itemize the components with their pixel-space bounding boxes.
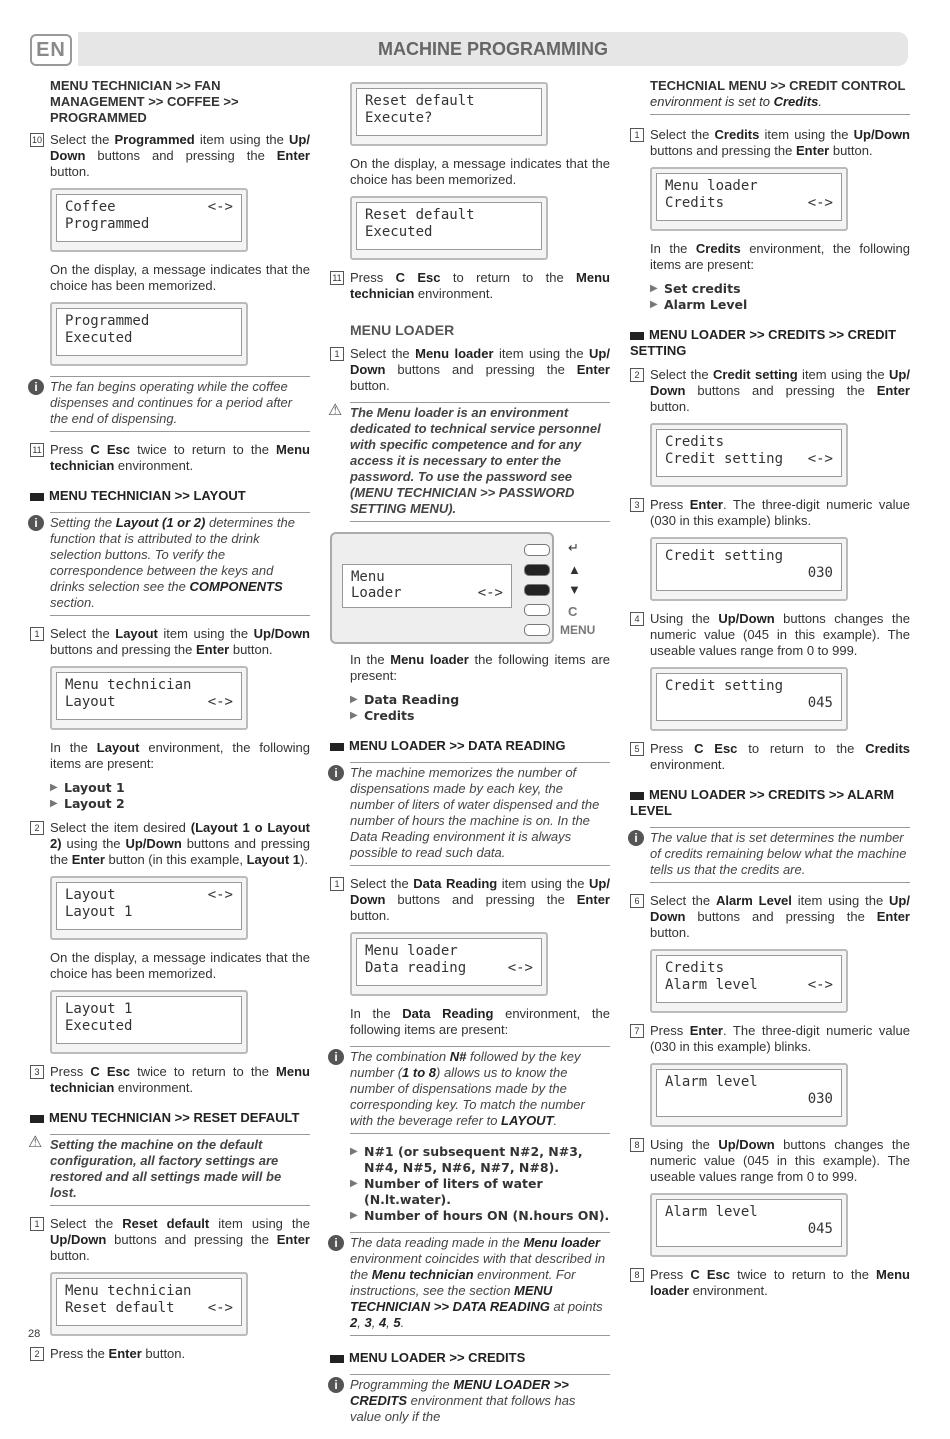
warning-text: Setting the machine on the default configuration, all factory settings are restored and all settings made will be lost. xyxy=(50,1137,282,1200)
panel-display xyxy=(342,564,512,608)
step-number: 11 xyxy=(30,443,44,457)
step-number: 3 xyxy=(30,1065,44,1079)
lcd-line: Credits xyxy=(665,960,725,976)
lcd-line: Reset default xyxy=(365,93,475,109)
step-number: 6 xyxy=(630,894,644,908)
step-number: 3 xyxy=(630,498,644,512)
lcd-display xyxy=(350,932,548,996)
lcd-display xyxy=(50,990,248,1054)
column-3 xyxy=(630,78,910,1307)
heading-text: MENU LOADER >> CREDITS >> CREDIT SETTING xyxy=(630,327,897,358)
section-marker xyxy=(330,1355,344,1363)
step-1: 1 Select the Layout item using the Up/Down buttons and pressing the Enter button. xyxy=(50,626,310,658)
c-label: C xyxy=(568,604,578,619)
arrows-icon: <-> xyxy=(477,585,503,601)
warning-icon: ⚠ xyxy=(328,402,343,419)
lcd-display xyxy=(350,196,548,260)
section-marker xyxy=(330,743,344,751)
lcd-line: Menu technician xyxy=(65,677,192,693)
lcd-value: 030 xyxy=(807,1091,833,1107)
panel-menu-button xyxy=(524,624,550,636)
step-2: 2 Press the Enter button. xyxy=(50,1346,310,1362)
page-title: MACHINE PROGRAMMING xyxy=(78,32,908,66)
loader-intro: In the Menu loader the following items are present: xyxy=(350,652,610,683)
info-icon: i xyxy=(628,830,644,846)
section-heading-alarm-level xyxy=(630,787,910,819)
lcd-line: Credits xyxy=(665,195,725,211)
memorized-text: On the display, a message indicates that the choice has been memorized. xyxy=(50,950,310,981)
arrows-icon: <-> xyxy=(507,960,533,976)
heading-text: MENU TECHNICIAN >> LAYOUT xyxy=(49,488,246,503)
section-heading-credits xyxy=(330,1350,610,1366)
section-heading-layout xyxy=(30,488,310,504)
data-intro: In the Data Reading environment, the following items are present: xyxy=(350,1006,610,1037)
lcd-display xyxy=(350,82,548,146)
step-11: 11 Press C Esc twice to return to the Menu technician environment. xyxy=(50,442,310,474)
arrows-icon: <-> xyxy=(807,977,833,993)
list-item: ▶ Set credits xyxy=(650,281,910,297)
lcd-line: Execute? xyxy=(365,110,433,126)
warning-note xyxy=(28,1134,310,1206)
lcd-line: Credits xyxy=(665,434,725,450)
info-note xyxy=(334,762,610,866)
section-marker xyxy=(630,332,644,340)
step-number: 10 xyxy=(31,135,42,145)
step-number: 11 xyxy=(330,271,344,285)
lcd-value: 045 xyxy=(807,1221,833,1237)
lcd-line: Menu loader xyxy=(665,178,758,194)
lcd-line: Layout xyxy=(65,694,116,710)
list-item: ▶ Number of hours ON (N.hours ON). xyxy=(350,1208,610,1224)
menu-label: MENU xyxy=(560,623,596,637)
info-icon: i xyxy=(28,379,44,395)
heading-text: MENU LOADER >> DATA READING xyxy=(349,738,566,753)
arrows-icon: <-> xyxy=(807,451,833,467)
step-1: 1 Select the Menu loader item using the Up/ Down buttons and pressing the Enter button. xyxy=(350,346,610,394)
step-2: 2 Select the Credit setting item using the Up/ Down buttons and pressing the Enter button. xyxy=(650,367,910,415)
credits-intro: In the Credits environment, the following items are present: xyxy=(650,241,910,272)
list-item: ▶ N#1 (or subsequent N#2, N#3, N#4, N#5, N#6, N#7, N#8). xyxy=(350,1144,610,1176)
list-item: ▶ Layout 1 xyxy=(50,780,310,796)
control-panel-illustration xyxy=(330,532,612,642)
credit-control-note: environment is set to Credits. xyxy=(650,94,910,115)
step-number: 2 xyxy=(30,821,44,835)
lcd-display xyxy=(650,949,848,1013)
step-number: 7 xyxy=(630,1024,644,1038)
arrows-icon: <-> xyxy=(807,195,833,211)
step-11: 11 Press C Esc to return to the Menu technician environment. xyxy=(350,270,610,302)
lcd-line: Menu technician xyxy=(65,1283,192,1299)
step-number: 1 xyxy=(630,128,644,142)
loader-items xyxy=(350,692,610,724)
step-1: 1 Select the Credits item using the Up/Down buttons and pressing the Enter button. xyxy=(650,127,910,159)
heading-text: MENU LOADER >> CREDITS xyxy=(349,1350,526,1365)
lcd-display xyxy=(650,167,848,231)
lcd-line: Menu loader xyxy=(365,943,458,959)
step-4: 4 Using the Up/Down buttons changes the numeric value (045 in this example). The useable values range from 0 to 999. xyxy=(650,611,910,659)
lcd-display xyxy=(650,1193,848,1257)
lcd-line: Credit setting xyxy=(665,451,784,467)
info-icon: i xyxy=(328,1377,344,1393)
lcd-line: Alarm level xyxy=(665,977,758,993)
lcd-line: Programmed xyxy=(65,216,150,232)
section-heading-credit-control: TECHCNIAL MENU >> CREDIT CONTROL xyxy=(650,78,906,93)
credits-items xyxy=(650,281,910,313)
lcd-display xyxy=(50,302,248,366)
lcd-display xyxy=(50,1272,248,1336)
warning-note: ⚠ The Menu loader is an environment dedicated to technical service personnel with specific competence and for any access it is necessary to enter the password. To use the password see (MENU TECHNICIAN >> PASSWORD SETTING MENU). xyxy=(350,402,610,522)
step-number: 2 xyxy=(30,1347,44,1361)
step-8: 8 Using the Up/Down buttons changes the numeric value (045 in this example). The useable values range from 0 to 999. xyxy=(650,1137,910,1185)
lcd-line: Alarm level xyxy=(665,1204,758,1220)
lcd-line: Programmed xyxy=(65,313,150,329)
lcd-line: Reset default xyxy=(365,207,475,223)
info-note xyxy=(34,376,310,432)
step-number: 8 xyxy=(630,1268,644,1282)
lcd-line: Layout xyxy=(65,887,116,903)
step-number: 1 xyxy=(30,1217,44,1231)
note-text: The machine memorizes the number of dispensations made by each key, the number of liters of water dispensed and the number of hours the machine is on. In the Data Reading environment it is always possible to read such data. xyxy=(350,765,600,860)
section-heading-data-reading xyxy=(330,738,610,754)
info-note: i The data reading made in the Menu loader environment coincides with that described in the Menu technician environment. For instructions, see the section MENU TECHNICIAN >> DATA READING at points 2, 3, 4, 5. xyxy=(350,1232,610,1336)
step-number: 4 xyxy=(630,612,644,626)
lcd-display xyxy=(650,537,848,601)
arrows-icon: <-> xyxy=(207,1300,233,1316)
section-heading-credit-setting xyxy=(630,327,910,359)
info-note: i Programming the MENU LOADER >> CREDITS environment that follows has value only if the xyxy=(350,1374,610,1429)
section-marker xyxy=(630,792,644,800)
section-heading-reset xyxy=(30,1110,310,1126)
step-number: 2 xyxy=(630,368,644,382)
step-1: 1 Select the Data Reading item using the Up/ Down buttons and pressing the Enter button. xyxy=(350,876,610,924)
list-item: ▶ Alarm Level xyxy=(650,297,910,313)
panel-c-button xyxy=(524,604,550,616)
info-note: i Setting the Layout (1 or 2) determines the function that is attributed to the drink selection buttons. To verify the correspondence between the keys and drinks selection see the COMPONENTS section. xyxy=(50,512,310,616)
step-2: 2 Select the item desired (Layout 1 o Layout 2) using the Up/Down buttons and pressing the Enter button (in this example, Layout 1). xyxy=(50,820,310,868)
lcd-value: 030 xyxy=(807,565,833,581)
section-heading-menu-loader: MENU LOADER xyxy=(350,322,455,338)
lcd-line: Data reading xyxy=(365,960,467,976)
arrows-icon: <-> xyxy=(207,199,233,215)
list-item: ▶ Data Reading xyxy=(350,692,610,708)
lcd-line: Executed xyxy=(65,1018,133,1034)
lcd-display xyxy=(50,666,248,730)
lcd-display xyxy=(50,188,248,252)
lcd-line: Coffee xyxy=(65,199,116,215)
language-badge: EN xyxy=(30,34,72,66)
step-number: 1 xyxy=(330,877,344,891)
list-item: ▶ Number of liters of water (N.lt.water). xyxy=(350,1176,610,1208)
lcd-line: Credit setting xyxy=(665,548,784,564)
lcd-line: Reset default xyxy=(65,1300,175,1316)
lcd-line: Executed xyxy=(365,224,433,240)
step-number: 1 xyxy=(330,347,344,361)
info-icon: i xyxy=(328,1235,344,1251)
step-1: 1 Select the Reset default item using the Up/Down buttons and pressing the Enter button. xyxy=(50,1216,310,1264)
panel-down-button xyxy=(524,584,550,596)
info-note xyxy=(634,827,910,883)
lcd-display xyxy=(650,1063,848,1127)
note-text: The value that is set determines the number of credits remaining below what the machine tells us that the credits are. xyxy=(650,830,907,877)
layout-intro: In the Layout environment, the following items are present: xyxy=(50,740,310,771)
info-icon: i xyxy=(28,515,44,531)
section-marker xyxy=(30,493,44,501)
warning-icon: ⚠ xyxy=(28,1134,43,1151)
lcd-value: 045 xyxy=(807,695,833,711)
panel-enter-button xyxy=(524,544,550,556)
lcd-line: Credit setting xyxy=(665,678,784,694)
info-note: i The combination N# followed by the key number (1 to 8) allows us to know the number of dispensations made by the corresponding key. To match the number with the beverage refer to LAYOUT. xyxy=(350,1046,610,1134)
lcd-line: Layout 1 xyxy=(65,1001,133,1017)
lcd-line: Loader xyxy=(351,585,402,601)
layout-items xyxy=(50,780,310,812)
column-2 xyxy=(330,82,610,1439)
section-heading-fan: MENU TECHNICIAN >> FAN MANAGEMENT >> COFFEE >> PROGRAMMED xyxy=(50,78,239,125)
lcd-display xyxy=(650,667,848,731)
lcd-line: Executed xyxy=(65,330,133,346)
heading-text: MENU TECHNICIAN >> RESET DEFAULT xyxy=(49,1110,300,1125)
data-items xyxy=(350,1144,610,1224)
step-5: 5 Press C Esc to return to the Credits environment. xyxy=(650,741,910,773)
column-1 xyxy=(30,78,310,1370)
step-3: 3 Press Enter. The three-digit numeric value (030 in this example) blinks. xyxy=(650,497,910,529)
step-number: 5 xyxy=(630,742,644,756)
down-triangle-icon: ▼ xyxy=(568,582,581,597)
enter-icon: ↵ xyxy=(568,540,579,555)
step-10: 10 Select the Programmed item using the Up/ Down buttons and pressing the Enter button. xyxy=(31,132,310,179)
lcd-line: Menu xyxy=(351,569,385,585)
note-text: The fan begins operating while the coffee dispenses and continues for a period after the end of dispensing. xyxy=(50,379,293,426)
lcd-display xyxy=(50,876,248,940)
up-triangle-icon: ▲ xyxy=(568,562,581,577)
arrows-icon: <-> xyxy=(207,887,233,903)
memorized-text: On the display, a message indicates that the choice has been memorized. xyxy=(50,262,310,293)
arrows-icon: <-> xyxy=(207,694,233,710)
heading-text: MENU LOADER >> CREDITS >> ALARM LEVEL xyxy=(630,787,895,818)
page-number: 28 xyxy=(28,1328,41,1340)
step-8b: 8 Press C Esc twice to return to the Menu loader environment. xyxy=(650,1267,910,1299)
list-item: ▶ Credits xyxy=(350,708,610,724)
step-number: 1 xyxy=(30,627,44,641)
step-3: 3 Press C Esc twice to return to the Menu technician environment. xyxy=(50,1064,310,1096)
panel-up-button xyxy=(524,564,550,576)
step-7: 7 Press Enter. The three-digit numeric value (030 in this example) blinks. xyxy=(650,1023,910,1055)
list-item: ▶ Layout 2 xyxy=(50,796,310,812)
lcd-display xyxy=(650,423,848,487)
section-marker xyxy=(30,1115,44,1123)
lcd-line: Alarm level xyxy=(665,1074,758,1090)
info-icon: i xyxy=(328,765,344,781)
memorized-text: On the display, a message indicates that the choice has been memorized. xyxy=(350,156,610,187)
lcd-line: Layout 1 xyxy=(65,904,133,920)
info-icon: i xyxy=(328,1049,344,1065)
step-6: 6 Select the Alarm Level item using the Up/ Down buttons and pressing the Enter button. xyxy=(650,893,910,941)
step-number: 8 xyxy=(630,1138,644,1152)
